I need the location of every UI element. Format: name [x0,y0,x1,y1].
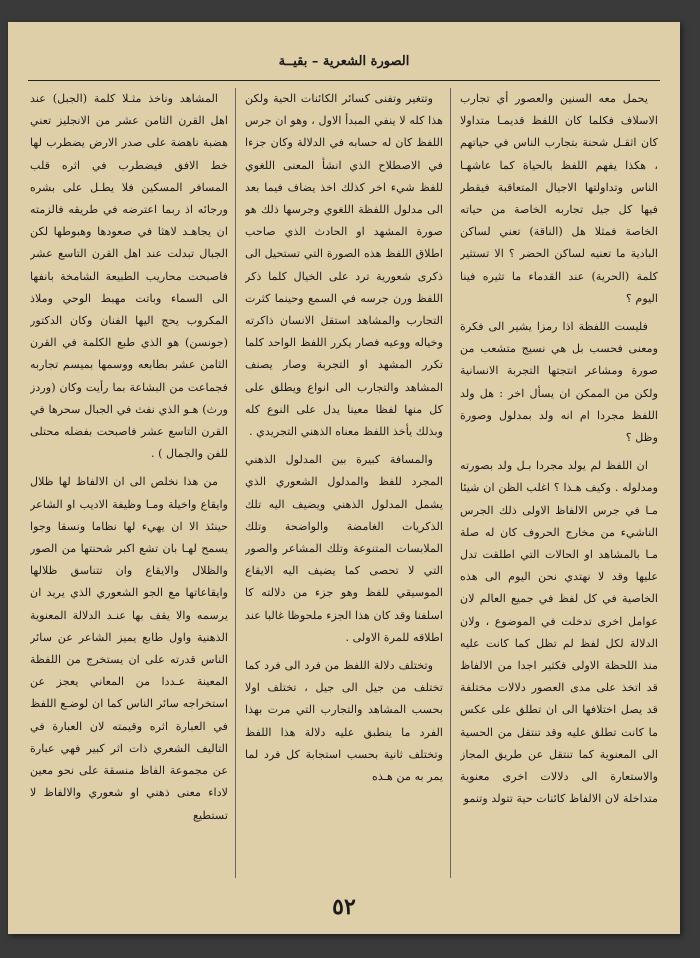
header-rule [28,80,660,81]
running-header: الصورة الشعرية – بقيــة [278,54,410,69]
paragraph: وتختلف دلالة اللفظ من فرد الى فرد كما تختلف من جيل الى جيل ، تختلف اولا بحسب المشاهد والتجارب التي مرت بهذا الفرد ما ينطبق عليه دلالة هذا اللفظ وتختلف ثانية بحسب استجابة كل فرد لما يمر به من هـذه [245,659,443,784]
column-middle [245,88,443,878]
paragraph: من هذا نخلص الى ان الالفاظ لها ظلال وايقاع واخيلة ومـا وظيفة الاديب او الشاعر حينئذ الا ان يهيء لها نظاما ونسقا وجوا يسمح لهـا بان تشع اكبر شحنتها من الصور والظلال والايقاع وان تتناسق ظلالها وايقاعاتها مع الجو الشعوري الذي يريد ان يرسمه والا يقف بها عنـد الدلالة المعنوية الذهنية واول طابع يميز الشاعر عن سائر الناس قدرته على ان يستخرج من اللفظة المعينة عـددا من المعاني يعجز عن استخراجه سائر الناس كما ان لوضـع اللفظ في العبارة اثره وقيمته لان العبارة في التاليف الشعري ذات اثر كبير فهي عبارة عن مجموعة الفاظ منسقة على نحو معين لاداء معنى ذهني او شعوري والالفاظ لا تستطيع [30,475,228,822]
paragraph: فليست اللفظة اذا رمزا يشير الى فكرة ومعنى فحسب بل هي نسيج متشعب من صورة ومشاعر انتجتها التجربة الانسانية ولكن من الممكن ان يسأل اخر : هل ولد اللفظ مجردا ام انه ولد بمدلول وصورة وظل ؟ [460,320,658,445]
column-left [30,88,228,878]
column-right [460,88,658,878]
page-number: ٥٢ [332,894,356,920]
paragraph: المشاهد وناخذ مثـلا كلمة (الجبل) عند اهل القرن الثامن عشر من الانجليز تعني هضبة ناهضة على صدر الارض يضطرب لها خط الافق فيضطرب في اثره قلب المسافر المسكين فلا يطـل على بشره ورجائه اذ ربما اعترضه في طريقه فالزمته ان يجاهـد لاهثا في صعودها وهبوطها لكن الجبال تبدلت عند اهل القرن التاسع عشر فاصبحت محاريب الطبيعة الشامخة بانفها الى السماء وباتت مهبط الوحي وملاذ المكروب يحج اليها الفنان وكان الدكتور (جونسن) هو الذي طبع الكلمة في القرن الثامن عشر بطابعه ووسمها بميسم تجاربه فجماعت من البشاعة بما رأيت وكان (وردز ورث) هـو الذي نفث في الجبال سحرها في القرن التاسع عشر فاصبحت بفضله محتلى للفن والجمال ) . [30,92,228,461]
paragraph: والمسافة كبيرة بين المدلول الذهني المجرد للفظ والمدلول الشعوري الذي يشمل المدلول الذهني ويضيف اليه تلك الذكريات الغامضة والواضحة وتلك الملابسات المتنوعة وتلك المشاعر والصور التي لا تحصى كما يضيف اليه الايقاع الموسيقي للفظ وهو جزء من دلالته كا اسلفنا وقد كان هذا الجزء ملحوظا غالبا عند اطلاقه للمرة الاولى . [245,453,443,644]
paragraph: ان اللفظ لم يولد مجردا بـل ولد بصورته ومدلوله . وكيف هـذا ؟ اغلب الظن ان شيئا مـا في جرس الالفاظ الاولى ذلك الجرس الناشيء من مخارج الحروف كان له صلة مـا بالمشاهد او الحالات التي اطلقت تدل عليها وقد لا نهتدي نحن اليوم الى هذه الخاصية في كل لفظ في جميع العالم لان عوامل اخرى تدخلت في الموضوع ، ولان الدلالة لكل لفظ لم تظل كما كانت عليه منذ اللحظة الاولى فكثير اجدا من الالفاظ قد اتخذ على مدى العصور دلالات مختلفة قد يصل اختلافها الى ان تطلق على عكس ما كانت تطلق عليه وقد تنتقل من الحسية الى المعنوية كما تنتقل عن طريق المجاز والاستعارة الى دلالات اخرى معنوية متداخلة لان الالفاظ كائنات حية تتولد وتنمو [460,459,658,806]
paragraph: يحمل معه السنين والعصور أي تجارب الاسلاف فكلما كان اللفظ قديمـا متداولا كان اثقـل شحنة بتجارب الناس في حياتهم ، هكذا يفهم اللفظ بالحياة كما عاشهـا الناس وتداولتها الاجيال المتعاقبة فيقطر فيها كل جيل تجاربه الخاصة من حياته الخاصة فمثلا هل (الناقة) تعني لساكن البادية ما تعنيه لساكن الحضر ؟ الا تستثير كلمة (الحرية) عند القدماء ما تثيره فينا اليوم ؟ [460,92,658,305]
column-divider [235,88,236,878]
paragraph: وتتغير وتفنى كسائر الكائنات الحية ولكن هذا كله لا ينفي المبدأ الاول ، وهو ان جرس اللفظ كان له حسابه في الدلالة وكان جزءا في الاصطلاح الذي انشأ المعنى اللغوي للفظ شيء اخر كذلك اخذ يضاف فيما بعد الى مدلول اللفظة اللغوي وجرسها ذلك هو صورة المشهد او الحادث الذي صاحب اطلاق اللفظ هذه الصورة التي تستحيل الى ذكرى شعورية ترد على الخيال كلما ذكر اللفظ ورن جرسه في السمع وحينما كثرت التجارب والمشاهد استقل الانسان ذاكرته وخياله ووعيه فصار يكرر اللفظ الواحد كلما تكرر المشهد او التجربة وصار يصنف المشاهد والتجارب الى انواع ويطلق على كل منها لفظا معينا يدل على النوع كله وبذلك يأخذ اللفظ معناه الذهني التجريدي . [245,92,443,439]
column-divider [450,88,451,878]
magazine-page [8,22,680,934]
